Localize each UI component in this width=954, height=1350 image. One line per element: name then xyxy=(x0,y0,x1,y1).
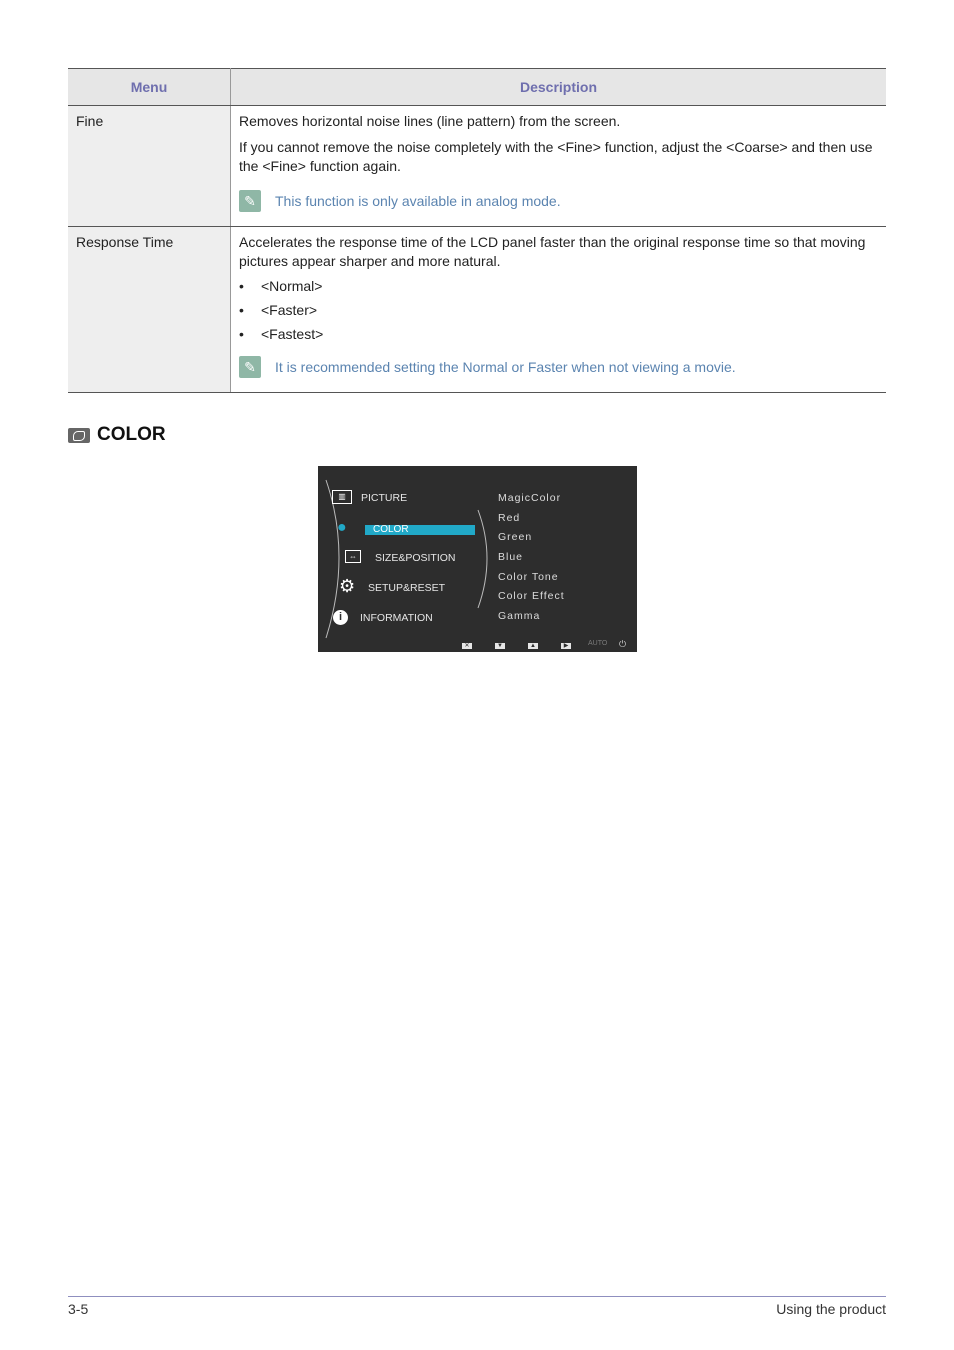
note xyxy=(239,358,878,378)
note-text: This function is only available in analog mode. xyxy=(275,193,561,209)
chapter-title: Using the product xyxy=(776,1301,886,1317)
osd-menu-item-selected: COLOR xyxy=(373,524,409,535)
gear-icon: ⚙ xyxy=(339,576,356,596)
menu-button-icon: ✕ xyxy=(462,643,472,649)
section-title: COLOR xyxy=(97,424,166,445)
page-number: 3-5 xyxy=(68,1301,89,1317)
menu-description-table xyxy=(68,68,886,393)
note-pencil-icon: ✎ xyxy=(239,190,261,212)
size-position-icon: ⇔ xyxy=(345,550,361,563)
picture-icon: ▥ xyxy=(332,490,352,504)
list-item: • <Normal> xyxy=(239,274,878,298)
osd-screenshot xyxy=(318,466,637,652)
description-cell xyxy=(231,106,887,227)
osd-submenu-item: Red xyxy=(498,512,521,524)
osd-submenu-item: Color Tone xyxy=(498,571,559,583)
list-item: • <Faster> xyxy=(239,298,878,322)
down-button-icon: ▼ xyxy=(495,643,505,649)
note-pencil-icon: ✎ xyxy=(239,356,261,378)
table-row xyxy=(68,106,886,227)
palette-icon: ● xyxy=(337,519,347,536)
description-text: If you cannot remove the noise completely with the <Fine> function, adjust the <Coarse> and then use the <Fine> function again. xyxy=(239,139,873,174)
section-heading xyxy=(68,424,166,446)
osd-submenu-item: MagicColor xyxy=(498,492,562,504)
menu-cell-response-time: Response Time xyxy=(68,227,231,393)
osd-menu-item: INFORMATION xyxy=(360,612,433,624)
info-icon: i xyxy=(333,610,348,625)
menu-cell-fine: Fine xyxy=(68,106,231,227)
footer-rule xyxy=(68,1296,886,1297)
osd-submenu-item: Gamma xyxy=(498,610,541,622)
options-list xyxy=(239,274,878,346)
osd-submenu-item: Color Effect xyxy=(498,590,565,602)
description-text: Accelerates the response time of the LCD panel faster than the original response time so that moving pictures appear sharper and more natural. xyxy=(239,234,866,269)
header-menu: Menu xyxy=(68,69,231,106)
osd-menu-item: SIZE&POSITION xyxy=(375,552,456,564)
up-button-icon: ▲ xyxy=(528,643,538,649)
note xyxy=(239,192,878,212)
list-item: • <Fastest> xyxy=(239,322,878,346)
description-cell xyxy=(231,227,887,393)
power-icon: ⏻ xyxy=(619,639,627,649)
table-row xyxy=(68,227,886,393)
color-section-icon xyxy=(68,428,90,443)
note-text: It is recommended setting the Normal or Faster when not viewing a movie. xyxy=(275,359,736,375)
auto-button-label: AUTO xyxy=(588,640,608,647)
osd-menu-item: SETUP&RESET xyxy=(368,582,446,594)
description-text: Removes horizontal noise lines (line pattern) from the screen. xyxy=(239,113,621,129)
enter-button-icon: ▶ xyxy=(561,643,571,649)
osd-submenu-item: Green xyxy=(498,531,533,543)
osd-submenu-item: Blue xyxy=(498,551,524,563)
osd-menu-item: PICTURE xyxy=(361,492,408,504)
header-description: Description xyxy=(231,69,887,106)
